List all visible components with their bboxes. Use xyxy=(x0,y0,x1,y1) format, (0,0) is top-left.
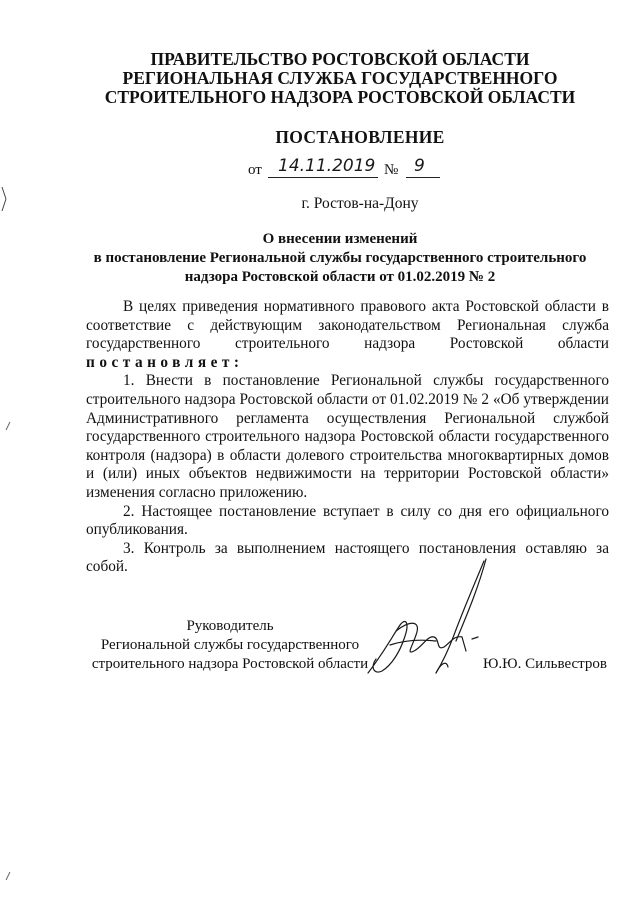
handwritten-number: 9 xyxy=(414,156,425,176)
signatory-name: Ю.Ю. Сильвестров xyxy=(483,656,607,672)
item1-line: контроля (надзора) в области долевого строительства многоквартирных домов xyxy=(86,446,609,464)
city: г. Ростов-на-Дону xyxy=(301,195,419,212)
item3-line: 3. Контроль за выполнением настоящего постановления оставляю за xyxy=(123,539,609,557)
date-from-label: от xyxy=(248,162,262,178)
subject-line-3: надзора Ростовской области от 01.02.2019 № 2 xyxy=(184,269,496,285)
item1-line: государственного строительного надзора Ростовской области государственного xyxy=(86,428,609,446)
document-body xyxy=(86,298,609,577)
handwritten-signature xyxy=(362,555,492,695)
header-line-2: РЕГИОНАЛЬНАЯ СЛУЖБА ГОСУДАРСТВЕННОГО xyxy=(122,68,558,88)
item1-line: изменения согласно приложению. xyxy=(86,483,308,501)
item2-line: 2. Настоящее постановление вступает в силу со дня его официального xyxy=(123,502,609,520)
subject-heading xyxy=(40,230,640,287)
item2-line: опубликования. xyxy=(86,521,188,539)
signatory-position xyxy=(90,617,370,674)
scan-margin-mark xyxy=(0,185,10,215)
item1-line: и (или) иных объектов недвижимости на территории Ростовской области» xyxy=(86,465,609,483)
item1-line: 1. Внести в постановление Региональной службы государственного xyxy=(123,372,609,390)
intro-line: соответствие с действующим законодательством Региональная служба xyxy=(86,316,609,334)
intro-line: В целях приведения нормативного правового акта Ростовской области в xyxy=(123,298,609,315)
subject-line-2: в постановление Региональной службы государственного строительного xyxy=(93,250,587,266)
position-line-3: строительного надзора Ростовской области xyxy=(91,656,369,672)
handwritten-date: 14.11.2019 xyxy=(278,156,376,176)
item1-line: Административного регламента осуществления Региональной службой xyxy=(86,409,609,427)
header-line-1: ПРАВИТЕЛЬСТВО РОСТОВСКОЙ ОБЛАСТИ xyxy=(150,49,530,69)
scan-margin-mark xyxy=(4,420,12,432)
number-underline xyxy=(406,177,440,178)
document-header xyxy=(0,50,640,107)
item1-line: строительного надзора Ростовской области от 01.02.2019 № 2 «Об утверждении xyxy=(86,390,609,408)
position-line-2: Региональной службы государственного xyxy=(100,637,360,653)
document-type-title: ПОСТАНОВЛЕНИЕ xyxy=(275,127,445,147)
date-underline xyxy=(268,177,378,178)
item3-line: собой. xyxy=(86,558,128,576)
header-line-3: СТРОИТЕЛЬНОГО НАДЗОРА РОСТОВСКОЙ ОБЛАСТИ xyxy=(104,87,576,107)
intro-line: государственного строительного надзора Ростовской области xyxy=(86,335,609,353)
position-line-1: Руководитель xyxy=(186,618,274,634)
subject-line-1: О внесении изменений xyxy=(262,231,418,247)
resolves-word: постановляет: xyxy=(86,353,244,371)
number-label: № xyxy=(384,162,399,178)
scan-margin-mark xyxy=(4,870,12,882)
